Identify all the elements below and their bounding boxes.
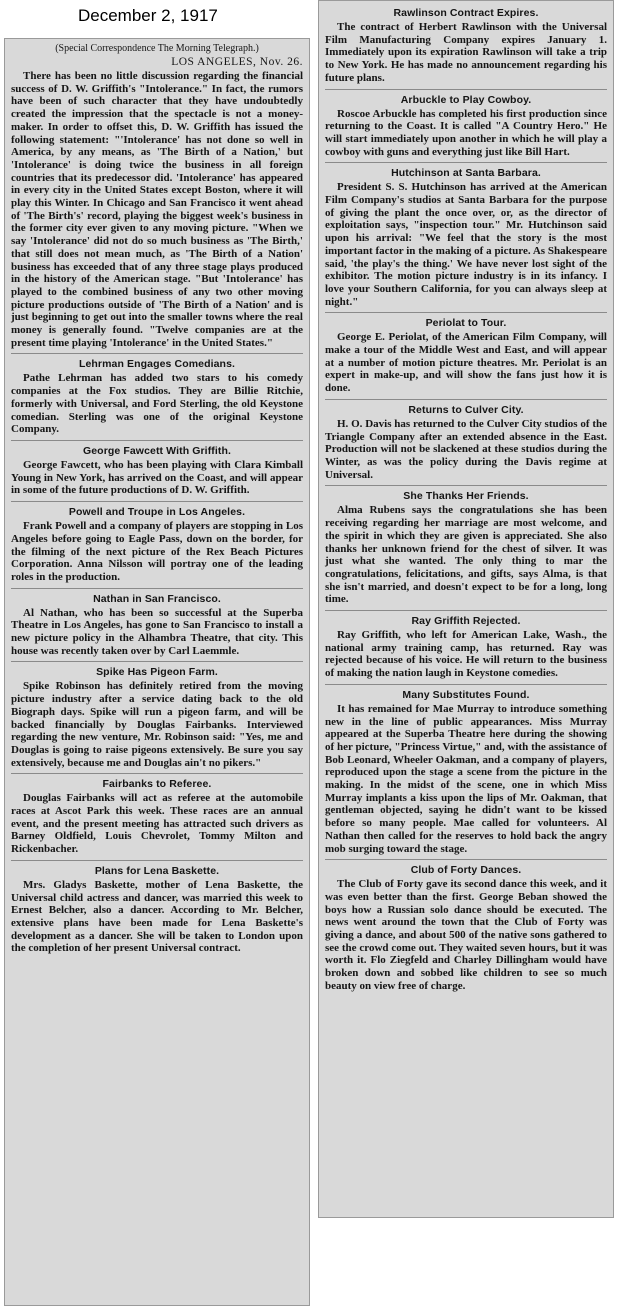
article-body: Douglas Fairbanks will act as referee at the automobile races at Ascot Park this week. These races are an annual event, and the present meeting has attracted such drivers as Barney Oldfield, Louis Chevrolet, Tommy Milton and Rickenbacher. <box>11 792 303 856</box>
article-hutchinson <box>325 167 607 308</box>
article-headline: Hutchinson at Santa Barbara. <box>391 167 541 180</box>
article-arbuckle <box>325 94 607 159</box>
article-rawlinson <box>325 7 607 85</box>
article-headline: Nathan in San Francisco. <box>93 592 221 605</box>
left-column <box>4 38 310 1306</box>
article-body: There has been no little discussion regarding the financial success of D. W. Griffith's "Intolerance." In fact, the rumors have been of such character that they have undoubtedly created the impression that the spectacle is not a money-maker. In order to offset this, D. W. Griffith has issued the following statement: "'Intolerance' has not done so well in America, by any means, as 'The Birth of a Nation,' but 'Intolerance' is doing twice the business in all foreign countries that its predecessor did. 'Intolerance' has appeared in every city in the United States except Boston, where it will play this Winter. In Chicago and San Francisco it went ahead of 'The Birth's' record, playing the biggest week's business in the former city ever given to any moving picture. "When we say 'Intolerance' did not do so much business as 'The Birth,' that still does not mean much, as 'The Birth of a Nation' business has exceeded that of any three stage plays produced in the history of the American stage. "But 'Intolerance' has played to the combined business of any two other moving picture productions outside of 'The Birth of a Nation' and is just beginning to get out into the smaller towns where the real money is generally found. "Twelve companies are at the present time playing 'Intolerance' in the United States." <box>11 70 303 349</box>
divider <box>325 89 607 90</box>
article-headline: Spike Has Pigeon Farm. <box>96 666 218 679</box>
clipping-date: December 2, 1917 <box>78 6 218 25</box>
article-body: Spike Robinson has definitely retired from the moving picture industry after a service dating back to the old Biograph days. Spike will run a pigeon farm, and will be backed financially by Douglas Fairbanks. Interviewed regarding the new venture, Mr. Robinson said: "Yes, me and Douglas is going to raise pigeons extensively. Be sure you say extensively, because me and Douglas ain't no pikers." <box>11 680 303 769</box>
divider <box>11 440 303 441</box>
article-culver-city <box>325 404 607 482</box>
article-headline: Rawlinson Contract Expires. <box>393 7 539 19</box>
article-ray-griffith <box>325 615 607 680</box>
article-body: Ray Griffith, who left for American Lake, Wash., the national army training camp, has returned. Ray was rejected because of his voice. He will return to the business of making the nation laugh in Keystone comedies. <box>325 629 607 680</box>
article-headline: Lehrman Engages Comedians. <box>78 358 236 371</box>
divider <box>325 312 607 313</box>
article-body: George Fawcett, who has been playing with Clara Kimball Young in New York, has arrived on the Coast, and will appear in some of the future productions of D. W. Griffith. <box>11 458 303 497</box>
article-body: President S. S. Hutchinson has arrived at the American Film Company's studios at Santa Barbara for the purpose of giving the plant the once over, or, as the director of exploitation says, "inspection tour." Mr. Hutchinson said upon his arrival: "We feel that the story is the most important factor in the making of a picture. As Shakespeare said, 'the play's the thing.' We have never lost sight of the exhibitor. The motion picture industry is in its infancy. I love your Southern California, for you can always sleep at night." <box>325 181 607 308</box>
article-body: Pathe Lehrman has added two stars to his comedy companies at the Fox studios. They are Billie Ritchie, formerly with Universal, and Ford Sterling, the old Keystone comedian. Sterling was one of the original Keystone Company. <box>11 372 303 436</box>
divider <box>325 399 607 400</box>
article-headline: Plans for Lena Baskette. <box>94 864 220 877</box>
divider <box>325 859 607 860</box>
article-rubens <box>325 490 607 606</box>
article-headline: George Fawcett With Griffith. <box>82 444 232 457</box>
article-headline: Ray Griffith Rejected. <box>411 615 521 628</box>
article-headline: She Thanks Her Friends. <box>403 490 529 503</box>
divider <box>11 661 303 662</box>
article-baskette <box>11 865 303 955</box>
divider <box>11 588 303 589</box>
article-body: Alma Rubens says the congratulations she has been receiving regarding her marriage are most welcome, and the spirit in which they are given is appreciated. She also thanks her unknown friend for the chest of silver. It was just what she wanted. The only thing to mar the congratulations, felicitations, and gifts, says Alma, is that she isn't married, and doesn't expect to be for a long, long time. <box>325 504 607 606</box>
correspondence-credit: (Special Correspondence The Morning Telegraph.) <box>55 43 259 54</box>
article-headline: Fairbanks to Referee. <box>102 778 212 791</box>
divider <box>11 773 303 774</box>
article-headline: Many Substitutes Found. <box>402 688 530 701</box>
divider <box>11 501 303 502</box>
divider <box>325 162 607 163</box>
article-headline: Arbuckle to Play Cowboy. <box>400 93 532 106</box>
divider <box>11 353 303 354</box>
article-body: The Club of Forty gave its second dance this week, and it was even better than the first. George Beban showed the boys how a Russian solo dance should be executed. The news went around the town that the Club of Forty was giving a dance, and about 500 of the native sons gathered to see the crowd come out. They waited seven hours, but it was worth it. Flo Ziegfeld and Charley Dillingham would have broken down and sobbed like children to see so much beauty on view free of charge. <box>325 878 607 992</box>
article-body: Mrs. Gladys Baskette, mother of Lena Baskette, the Universal child actress and dancer, was married this week to Ernest Belcher, also a dancer. According to Mr. Belcher, extensive plans have been made for Lena Baskette's development as a dancer. She will be taken to London upon the completion of her present Universal contract. <box>11 878 303 955</box>
article-club-of-forty <box>325 864 607 992</box>
article-body: Roscoe Arbuckle has completed his first production since returning to the Coast. It is called "A Country Hero." He will start immediately upon another in which he will play a cowboy with guns and everything just like Bill Hart. <box>325 107 607 158</box>
article-fawcett <box>11 445 303 497</box>
article-nathan <box>11 593 303 658</box>
article-intolerance <box>11 70 303 349</box>
dateline: LOS ANGELES, Nov. 26. <box>171 56 303 68</box>
article-body: It has remained for Mae Murray to introduce something new in the line of public appearances. Miss Murray appeared at the Superba Theatre here during the showing of her picture, "Princess Virtue," and, with the assistance of Bob Leonard, Wheeler Oakman, and a company of players, reproduced upon the stage a scene from the picture in the making. In the midst of the scene, one in which Miss Murray implants a kiss upon the lips of Mr. Oakman, that gentleman objected, saying he didn't want to be kissed before so many people. Mae called for volunteers. Al Nathan then called for the reserves to hold back the angry mob surging toward the stage. <box>325 702 607 855</box>
article-body: Frank Powell and a company of players are stopping in Los Angeles before going to Eagle Pass, down on the border, for the filming of the next picture of the Rex Beach Pictures Corporation. Anna Nilsson will portray one of the leading roles in the production. <box>11 520 303 583</box>
article-headline: Club of Forty Dances. <box>410 864 522 877</box>
article-fairbanks <box>11 778 303 856</box>
article-body: George E. Periolat, of the American Film Company, will make a tour of the Middle West and East, and will appear at a number of motion picture theatres. Mr. Periolat is an expert in make-up, and will show the fans just how it is done. <box>325 331 607 395</box>
article-body: Al Nathan, who has been so successful at the Superba Theatre in Los Angeles, has gone to San Francisco to install a new picture policy in the Alhambra Theatre, that city. This house was recently taken over by Carl Laemmle. <box>11 606 303 657</box>
article-powell <box>11 506 303 584</box>
article-headline: Periolat to Tour. <box>425 317 507 330</box>
divider <box>325 684 607 685</box>
article-body: The contract of Herbert Rawlinson with the Universal Film Manufacturing Company expires January 1. Immediately upon its expiration Rawlinson will take a trip to New York. He has made no announcement regarding his future plans. <box>325 21 607 84</box>
article-body: H. O. Davis has returned to the Culver City studios of the Triangle Company after an extended absence in the East. Production will not be slackened at these studios during the Winter, as was the policy during the Davis regime at Universal. <box>325 417 607 481</box>
article-headline: Powell and Troupe in Los Angeles. <box>68 506 246 519</box>
divider <box>325 485 607 486</box>
article-spike <box>11 666 303 769</box>
article-headline: Returns to Culver City. <box>408 403 524 416</box>
divider <box>325 610 607 611</box>
article-substitutes <box>325 689 607 855</box>
right-column <box>318 0 614 1218</box>
divider <box>11 860 303 861</box>
article-periolat <box>325 317 607 395</box>
article-lehrman <box>11 358 303 436</box>
